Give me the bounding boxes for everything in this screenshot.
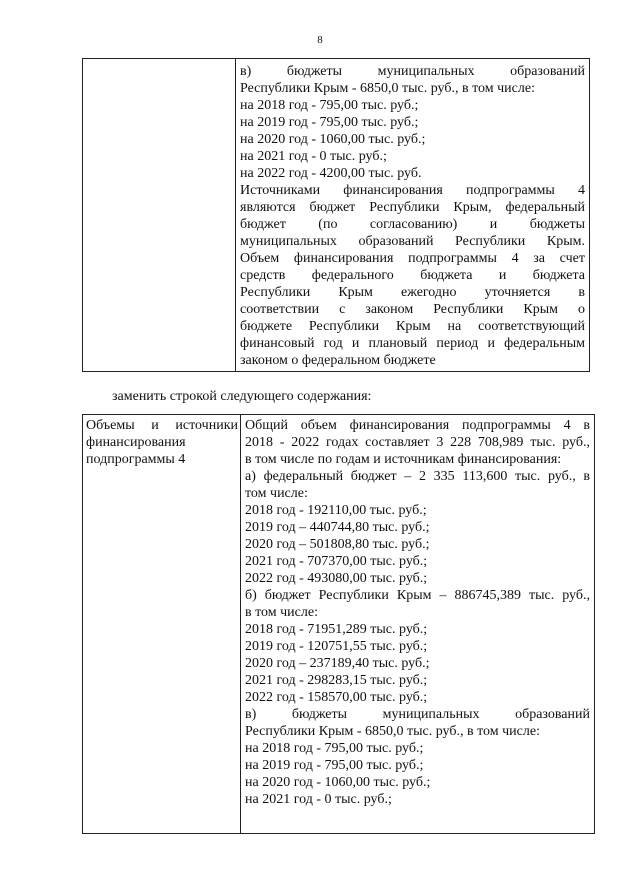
text-line: на 2018 год - 795,00 тыс. руб.;	[245, 741, 424, 756]
text-line: 2021 год - 707370,00 тыс. руб.;	[245, 554, 428, 569]
table-right-cell-text	[241, 415, 595, 834]
text-line: муниципальных образований Республики Крым.	[240, 234, 585, 249]
text-line: 2021 год - 298283,15 тыс. руб.;	[245, 673, 428, 688]
text-line: на 2021 год - 0 тыс. руб.;	[240, 149, 387, 164]
text-line: Республики Крым - 6850,0 тыс. руб., в том числе:	[240, 81, 535, 96]
text-line: на 2021 год - 0 тыс. руб.;	[245, 792, 392, 807]
page-number: 8	[317, 34, 323, 46]
text-line: 2018 год - 192110,00 тыс. руб.;	[245, 503, 427, 518]
text-line: подпрограммы 4	[86, 452, 186, 467]
table-left-cell-empty	[83, 59, 236, 372]
replace-instruction: заменить строкой следующего содержания:	[112, 389, 372, 404]
table-right-cell-text	[236, 59, 590, 372]
text-line: 2022 год - 493080,00 тыс. руб.;	[245, 571, 428, 586]
text-line: Республики Крым ежегодно уточняется в	[240, 285, 585, 300]
text-line: а) федеральный бюджет – 2 335 113,600 тыс. руб., в	[245, 469, 590, 484]
text-line: 2019 год – 440744,80 тыс. руб.;	[245, 520, 430, 535]
text-line: Объем финансирования подпрограммы 4 за счет	[240, 251, 585, 266]
table-row	[83, 415, 595, 834]
text-line: Республики Крым - 6850,0 тыс. руб., в том числе:	[245, 724, 540, 739]
text-line: б) бюджет Республики Крым – 886745,389 тыс. руб.,	[245, 588, 590, 603]
text-line: 2018 - 2022 годах составляет 3 228 708,989 тыс. руб.,	[245, 435, 590, 450]
text-line: Общий объем финансирования подпрограммы 4 в	[245, 418, 590, 433]
table-fragment-bottom	[82, 414, 595, 834]
text-line: являются бюджет Республики Крым, федеральный	[240, 200, 585, 215]
text-line: Объемы и источники	[86, 418, 238, 433]
text-line: Источниками финансирования подпрограммы 4	[240, 183, 585, 198]
text-line: 2019 год - 120751,55 тыс. руб.;	[245, 639, 428, 654]
text-line: на 2019 год - 795,00 тыс. руб.;	[240, 115, 419, 130]
text-line: бюджет (по согласованию) и бюджеты	[240, 217, 585, 232]
text-line: на 2019 год - 795,00 тыс. руб.;	[245, 758, 424, 773]
text-line: на 2020 год - 1060,00 тыс. руб.;	[245, 775, 431, 790]
text-line: том числе:	[245, 486, 308, 501]
table-left-cell-heading	[83, 415, 241, 834]
text-line: в) бюджеты муниципальных образований	[245, 707, 590, 722]
table-fragment-top	[82, 58, 590, 372]
text-line: законом о федеральном бюджете	[240, 353, 436, 368]
text-line: финансирования	[86, 435, 186, 450]
text-line: в том числе:	[245, 605, 318, 620]
text-line: финансовый год и плановый период и федеральным	[240, 336, 585, 351]
text-line: 2020 год – 237189,40 тыс. руб.;	[245, 656, 430, 671]
text-line: бюджете Республики Крым на соответствующий	[240, 319, 585, 334]
table-row	[83, 59, 590, 372]
text-line: в том числе по годам и источникам финансирования:	[245, 452, 562, 467]
text-line: 2018 год - 71951,289 тыс. руб.;	[245, 622, 428, 637]
text-line: в) бюджеты муниципальных образований	[240, 64, 585, 79]
text-line: 2020 год – 501808,80 тыс. руб.;	[245, 537, 430, 552]
text-line: на 2022 год - 4200,00 тыс. руб.	[240, 166, 422, 181]
text-line: 2022 год - 158570,00 тыс. руб.;	[245, 690, 428, 705]
text-line: на 2020 год - 1060,00 тыс. руб.;	[240, 132, 426, 147]
text-line: средств федерального бюджета и бюджета	[240, 268, 585, 283]
text-line: соответствии с законом Республики Крым о	[240, 302, 585, 317]
text-line: на 2018 год - 795,00 тыс. руб.;	[240, 98, 419, 113]
